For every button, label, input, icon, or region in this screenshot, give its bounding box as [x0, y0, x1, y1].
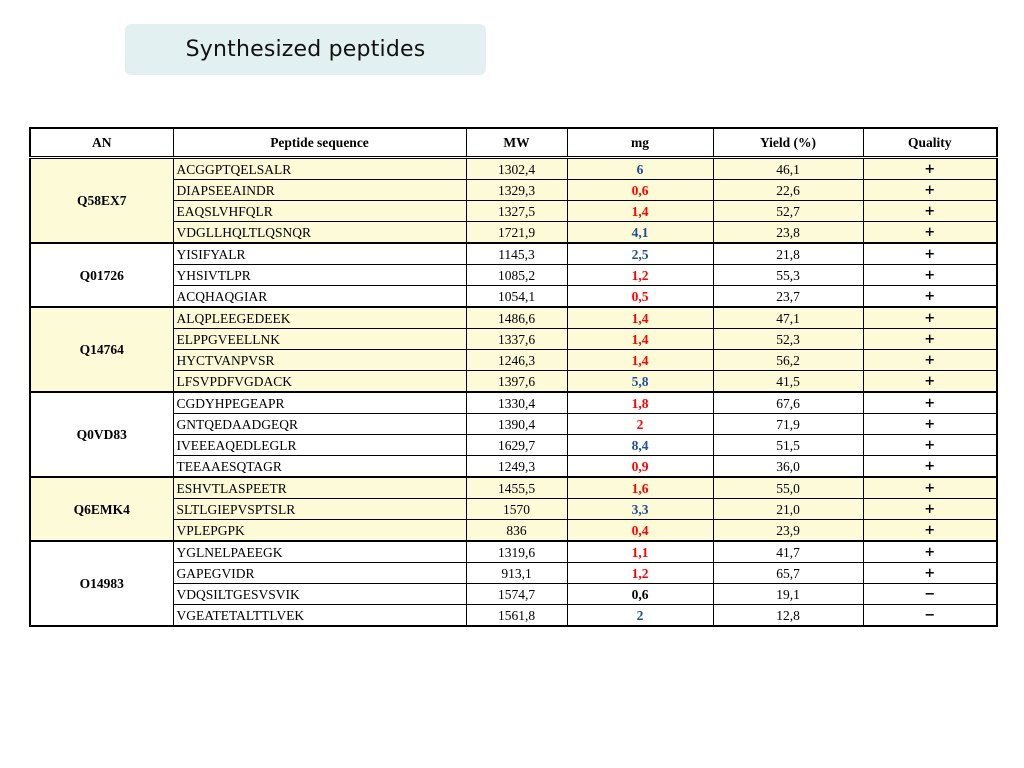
sequence-cell: HYCTVANPVSR: [173, 350, 466, 371]
quality-cell: +: [863, 541, 997, 563]
table-row: [30, 584, 997, 605]
mg-cell: 1,4: [567, 307, 713, 329]
mw-cell: 1397,6: [466, 371, 567, 393]
quality-cell: +: [863, 392, 997, 414]
sequence-cell: VGEATETALTTLVEK: [173, 605, 466, 627]
table-row: [30, 286, 997, 308]
quality-cell: +: [863, 158, 997, 180]
accession-cell: Q01726: [30, 243, 173, 307]
quality-cell: +: [863, 371, 997, 393]
yield-cell: 67,6: [713, 392, 863, 414]
mw-cell: 1329,3: [466, 180, 567, 201]
table-row: [30, 350, 997, 371]
accession-cell: Q0VD83: [30, 392, 173, 477]
yield-cell: 52,7: [713, 201, 863, 222]
yield-cell: 55,0: [713, 477, 863, 499]
accession-cell: Q14764: [30, 307, 173, 392]
sequence-cell: ACQHAQGIAR: [173, 286, 466, 308]
mg-cell: 0,9: [567, 456, 713, 478]
accession-cell: O14983: [30, 541, 173, 626]
quality-cell: −: [863, 605, 997, 627]
yield-cell: 41,5: [713, 371, 863, 393]
sequence-cell: CGDYHPEGEAPR: [173, 392, 466, 414]
table-row: [30, 563, 997, 584]
mw-cell: 1054,1: [466, 286, 567, 308]
mw-cell: 1327,5: [466, 201, 567, 222]
mw-cell: 1319,6: [466, 541, 567, 563]
quality-cell: +: [863, 265, 997, 286]
quality-cell: −: [863, 584, 997, 605]
header-an: AN: [30, 128, 173, 158]
mw-cell: 1455,5: [466, 477, 567, 499]
yield-cell: 12,8: [713, 605, 863, 627]
sequence-cell: ACGGPTQELSALR: [173, 158, 466, 180]
yield-cell: 21,8: [713, 243, 863, 265]
quality-cell: +: [863, 414, 997, 435]
yield-cell: 23,8: [713, 222, 863, 244]
sequence-cell: DIAPSEEAINDR: [173, 180, 466, 201]
mg-cell: 0,6: [567, 584, 713, 605]
sequence-cell: YHSIVTLPR: [173, 265, 466, 286]
mw-cell: 1337,6: [466, 329, 567, 350]
table-row: [30, 243, 997, 265]
peptides-table: [29, 127, 998, 627]
slide-title: Synthesized peptides: [185, 37, 426, 62]
mg-cell: 1,8: [567, 392, 713, 414]
table-row: [30, 329, 997, 350]
mg-cell: 1,6: [567, 477, 713, 499]
yield-cell: 23,7: [713, 286, 863, 308]
quality-cell: +: [863, 435, 997, 456]
yield-cell: 52,3: [713, 329, 863, 350]
mw-cell: 1721,9: [466, 222, 567, 244]
mg-cell: 1,4: [567, 201, 713, 222]
quality-cell: +: [863, 350, 997, 371]
table-row: [30, 201, 997, 222]
mg-cell: 8,4: [567, 435, 713, 456]
table-row: [30, 222, 997, 244]
mg-cell: 6: [567, 158, 713, 180]
mw-cell: 1330,4: [466, 392, 567, 414]
mg-cell: 1,4: [567, 350, 713, 371]
table-row: [30, 605, 997, 627]
table-row: [30, 307, 997, 329]
mw-cell: 1390,4: [466, 414, 567, 435]
mg-cell: 1,2: [567, 563, 713, 584]
yield-cell: 22,6: [713, 180, 863, 201]
header-yield: Yield (%): [713, 128, 863, 158]
sequence-cell: VDQSILTGESVSVIK: [173, 584, 466, 605]
table-body: [30, 158, 997, 627]
mg-cell: 5,8: [567, 371, 713, 393]
quality-cell: +: [863, 329, 997, 350]
mg-cell: 0,4: [567, 520, 713, 542]
quality-cell: +: [863, 456, 997, 478]
header-mw: MW: [466, 128, 567, 158]
header-row: [30, 128, 997, 158]
mg-cell: 2: [567, 605, 713, 627]
yield-cell: 41,7: [713, 541, 863, 563]
quality-cell: +: [863, 563, 997, 584]
mw-cell: 1249,3: [466, 456, 567, 478]
table-row: [30, 265, 997, 286]
table-row: [30, 541, 997, 563]
yield-cell: 36,0: [713, 456, 863, 478]
mw-cell: 1561,8: [466, 605, 567, 627]
mw-cell: 1574,7: [466, 584, 567, 605]
yield-cell: 55,3: [713, 265, 863, 286]
table-row: [30, 520, 997, 542]
table-row: [30, 435, 997, 456]
header-quality: Quality: [863, 128, 997, 158]
quality-cell: +: [863, 477, 997, 499]
mg-cell: 0,5: [567, 286, 713, 308]
sequence-cell: GNTQEDAADGEQR: [173, 414, 466, 435]
table-row: [30, 392, 997, 414]
mw-cell: 1570: [466, 499, 567, 520]
sequence-cell: VPLEPGPK: [173, 520, 466, 542]
mg-cell: 1,2: [567, 265, 713, 286]
accession-cell: Q58EX7: [30, 158, 173, 244]
yield-cell: 46,1: [713, 158, 863, 180]
table-row: [30, 371, 997, 393]
quality-cell: +: [863, 499, 997, 520]
mw-cell: 1302,4: [466, 158, 567, 180]
yield-cell: 23,9: [713, 520, 863, 542]
yield-cell: 65,7: [713, 563, 863, 584]
sequence-cell: ELPPGVEELLNK: [173, 329, 466, 350]
mg-cell: 1,4: [567, 329, 713, 350]
mw-cell: 1085,2: [466, 265, 567, 286]
title-box: [125, 24, 486, 75]
sequence-cell: ALQPLEEGEDEEK: [173, 307, 466, 329]
mw-cell: 1246,3: [466, 350, 567, 371]
quality-cell: +: [863, 180, 997, 201]
sequence-cell: YISIFYALR: [173, 243, 466, 265]
table-row: [30, 414, 997, 435]
yield-cell: 71,9: [713, 414, 863, 435]
mg-cell: 1,1: [567, 541, 713, 563]
accession-cell: Q6EMK4: [30, 477, 173, 541]
table-row: [30, 158, 997, 180]
mw-cell: 836: [466, 520, 567, 542]
table-row: [30, 499, 997, 520]
quality-cell: +: [863, 286, 997, 308]
mw-cell: 1486,6: [466, 307, 567, 329]
mw-cell: 913,1: [466, 563, 567, 584]
sequence-cell: IVEEEAQEDLEGLR: [173, 435, 466, 456]
mg-cell: 0,6: [567, 180, 713, 201]
sequence-cell: GAPEGVIDR: [173, 563, 466, 584]
yield-cell: 51,5: [713, 435, 863, 456]
mw-cell: 1145,3: [466, 243, 567, 265]
table-row: [30, 477, 997, 499]
mg-cell: 4,1: [567, 222, 713, 244]
mg-cell: 3,3: [567, 499, 713, 520]
table-row: [30, 456, 997, 478]
mw-cell: 1629,7: [466, 435, 567, 456]
sequence-cell: TEEAAESQTAGR: [173, 456, 466, 478]
mg-cell: 2: [567, 414, 713, 435]
quality-cell: +: [863, 520, 997, 542]
quality-cell: +: [863, 201, 997, 222]
sequence-cell: VDGLLHQLTLQSNQR: [173, 222, 466, 244]
sequence-cell: ESHVTLASPEETR: [173, 477, 466, 499]
header-mg: mg: [567, 128, 713, 158]
quality-cell: +: [863, 307, 997, 329]
sequence-cell: EAQSLVHFQLR: [173, 201, 466, 222]
yield-cell: 19,1: [713, 584, 863, 605]
mg-cell: 2,5: [567, 243, 713, 265]
table-row: [30, 180, 997, 201]
sequence-cell: YGLNELPAEEGK: [173, 541, 466, 563]
yield-cell: 56,2: [713, 350, 863, 371]
sequence-cell: SLTLGIEPVSPTSLR: [173, 499, 466, 520]
yield-cell: 47,1: [713, 307, 863, 329]
quality-cell: +: [863, 222, 997, 244]
yield-cell: 21,0: [713, 499, 863, 520]
sequence-cell: LFSVPDFVGDACK: [173, 371, 466, 393]
quality-cell: +: [863, 243, 997, 265]
header-sequence: Peptide sequence: [173, 128, 466, 158]
